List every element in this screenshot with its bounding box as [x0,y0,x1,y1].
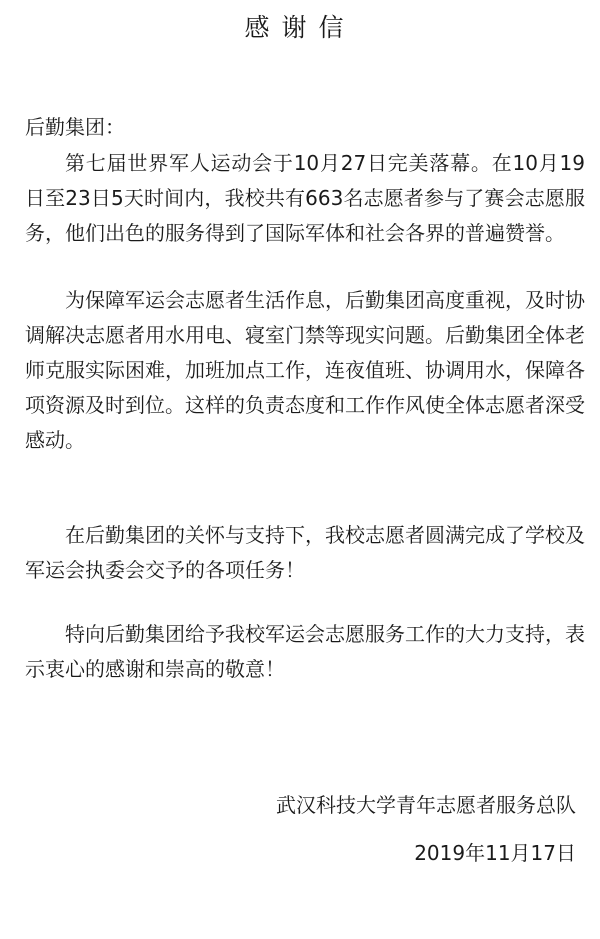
paragraph-3: 在后勤集团的关怀与支持下，我校志愿者圆满完成了学校及军运会执委会交予的各项任务！ [25,523,585,582]
letter-title: 感谢信 [244,13,356,42]
signature-date: 2019年11月17日 [414,841,576,865]
salutation: 后勤集团： [25,115,125,139]
paragraph-4: 特向后勤集团给予我校军运会志愿服务工作的大力支持，表示衷心的感谢和崇高的敬意！ [25,622,585,681]
paragraph-2: 为保障军运会志愿者生活作息，后勤集团高度重视，及时协调解决志愿者用水用电、寝室门禁等现实问题。后勤集团全体老师克服实际困难，加班加点工作，连夜值班、协调用水，保障各项资源及时到位。这样的负责态度和工作作风使全体志愿者深受感动。 [25,288,585,452]
paragraph-1: 第七届世界军人运动会于10月27日完美落幕。在10月19日至23日5天时间内，我校共有663名志愿者参与了赛会志愿服务，他们出色的服务得到了国际军体和社会各界的普遍赞誉。 [25,151,585,245]
signature-organization: 武汉科技大学青年志愿者服务总队 [276,793,576,817]
